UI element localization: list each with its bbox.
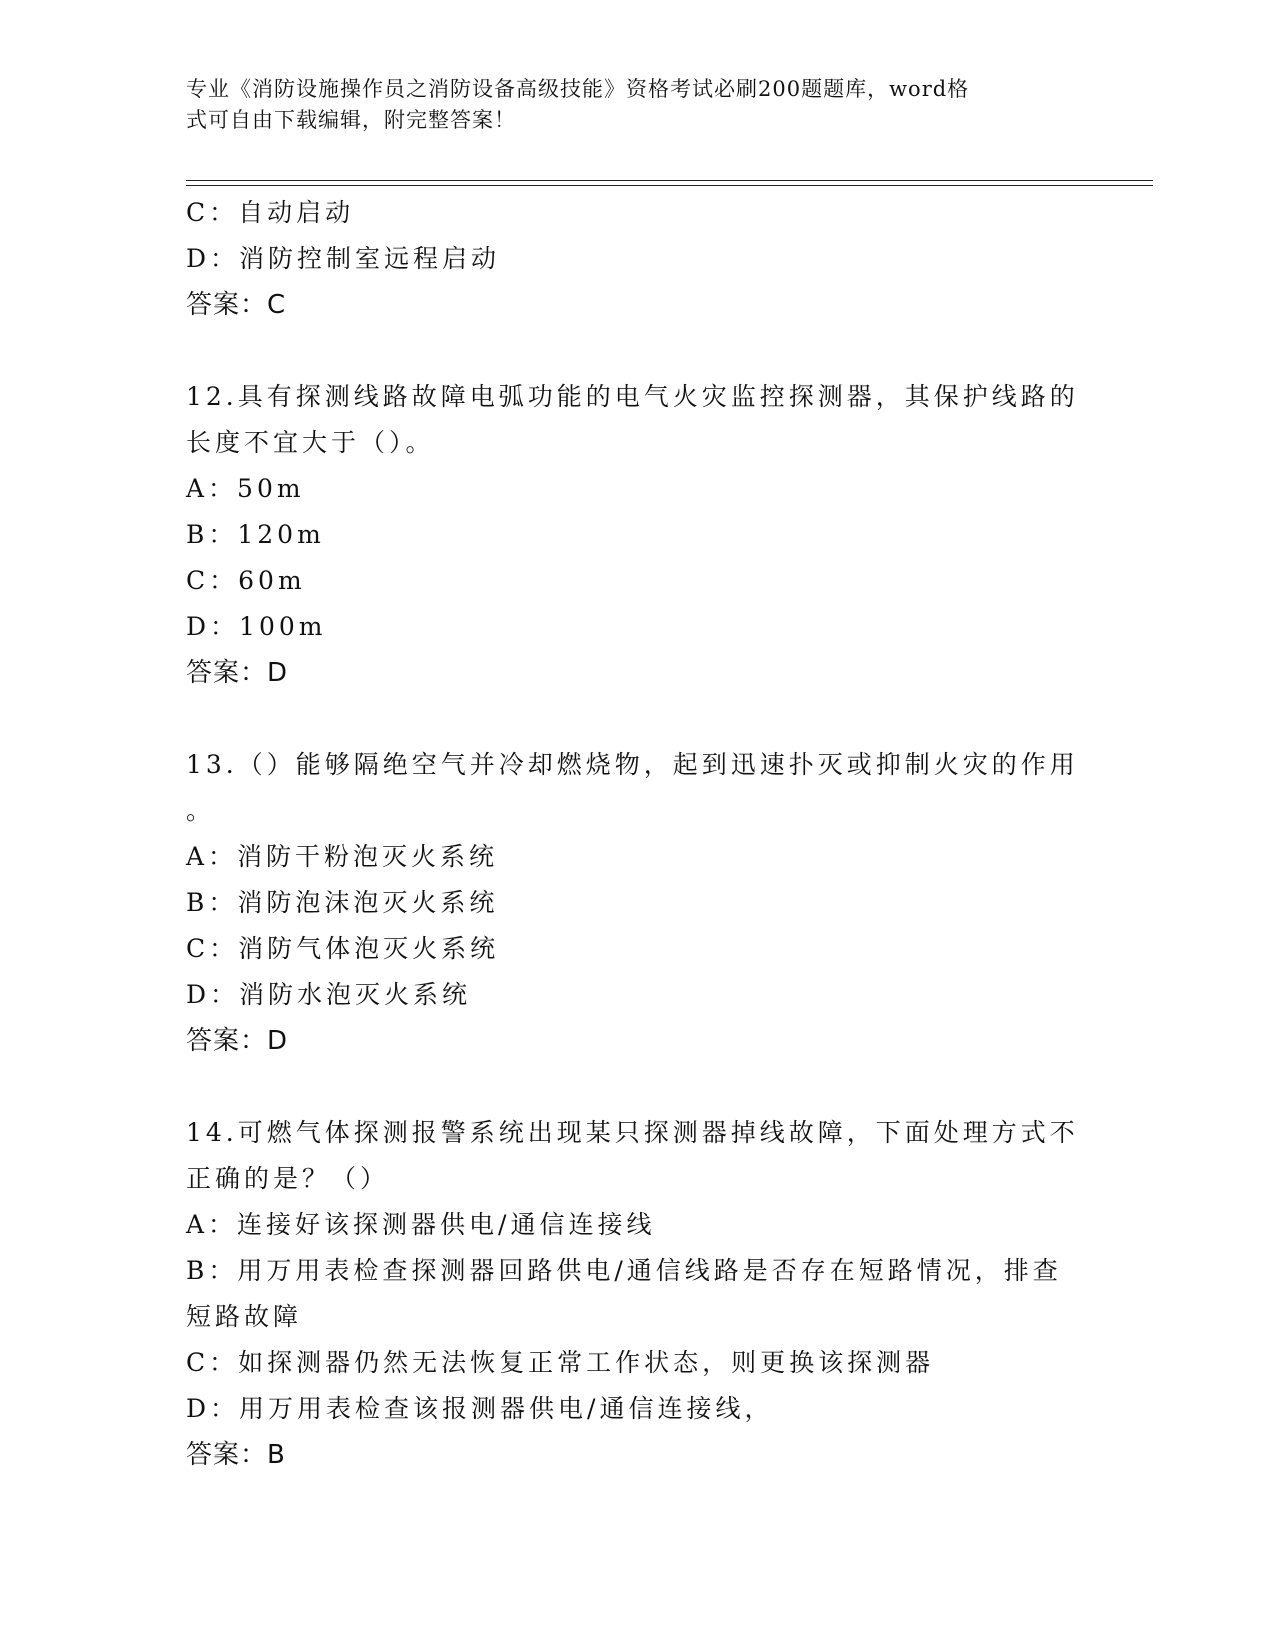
header-line-1: 专业《消防设施操作员之消防设备高级技能》资格考试必刷200题题库，word格 [186,77,970,101]
question-12 [186,374,1086,696]
option-d: D：消防控制室远程启动 [186,244,501,273]
header-divider-top [186,180,1153,181]
option-c: C：如探测器仍然无法恢复正常工作状态，则更换该探测器 [186,1348,935,1377]
header-divider-bottom [186,185,1153,186]
question-stem-continued: 正确的是？（） [186,1164,390,1193]
header-line-2: 式可自由下载编辑，附完整答案！ [186,108,516,132]
option-d: D：消防水泡灭火系统 [186,980,472,1009]
question-stem: 14.可燃气体探测报警系统出现某只探测器掉线故障，下面处理方式不 [186,1118,1079,1147]
option-a: A：50m [186,474,305,503]
option-b: B：用万用表检查探测器回路供电/通信线路是否存在短路情况，排查 [186,1256,1062,1285]
spacer [186,1064,1086,1110]
spacer [186,696,1086,742]
question-stem-continued: 。 [186,796,216,825]
option-b-continued: 短路故障 [186,1302,303,1331]
answer-line: 答案：D [186,1026,289,1056]
answer-line: 答案：B [186,1440,286,1470]
document-header [186,74,1066,136]
question-stem: 12.具有探测线路故障电弧功能的电气火灾监控探测器，其保护线路的 [186,382,1079,411]
option-b: B：120m [186,520,325,549]
spacer [186,328,1086,374]
option-d: D：100m [186,612,327,641]
option-b: B：消防泡沫泡灭火系统 [186,888,499,917]
option-c: C：自动启动 [186,198,355,227]
question-14 [186,1110,1086,1478]
question-stem: 13.（）能够隔绝空气并冷却燃烧物，起到迅速扑灭或抑制火灾的作用 [186,750,1079,779]
option-d: D：用万用表检查该报测器供电/通信连接线， [186,1394,774,1423]
answer-line: 答案：D [186,658,289,688]
option-a: A：连接好该探测器供电/通信连接线 [186,1210,656,1239]
question-11-continued [186,190,1086,328]
answer-line: 答案：C [186,290,287,320]
question-stem-continued: 长度不宜大于（）。 [186,428,435,457]
option-a: A：消防干粉泡灭火系统 [186,842,499,871]
option-c: C：60m [186,566,306,595]
question-13 [186,742,1086,1064]
option-c: C：消防气体泡灭火系统 [186,934,500,963]
document-body [186,190,1086,1478]
